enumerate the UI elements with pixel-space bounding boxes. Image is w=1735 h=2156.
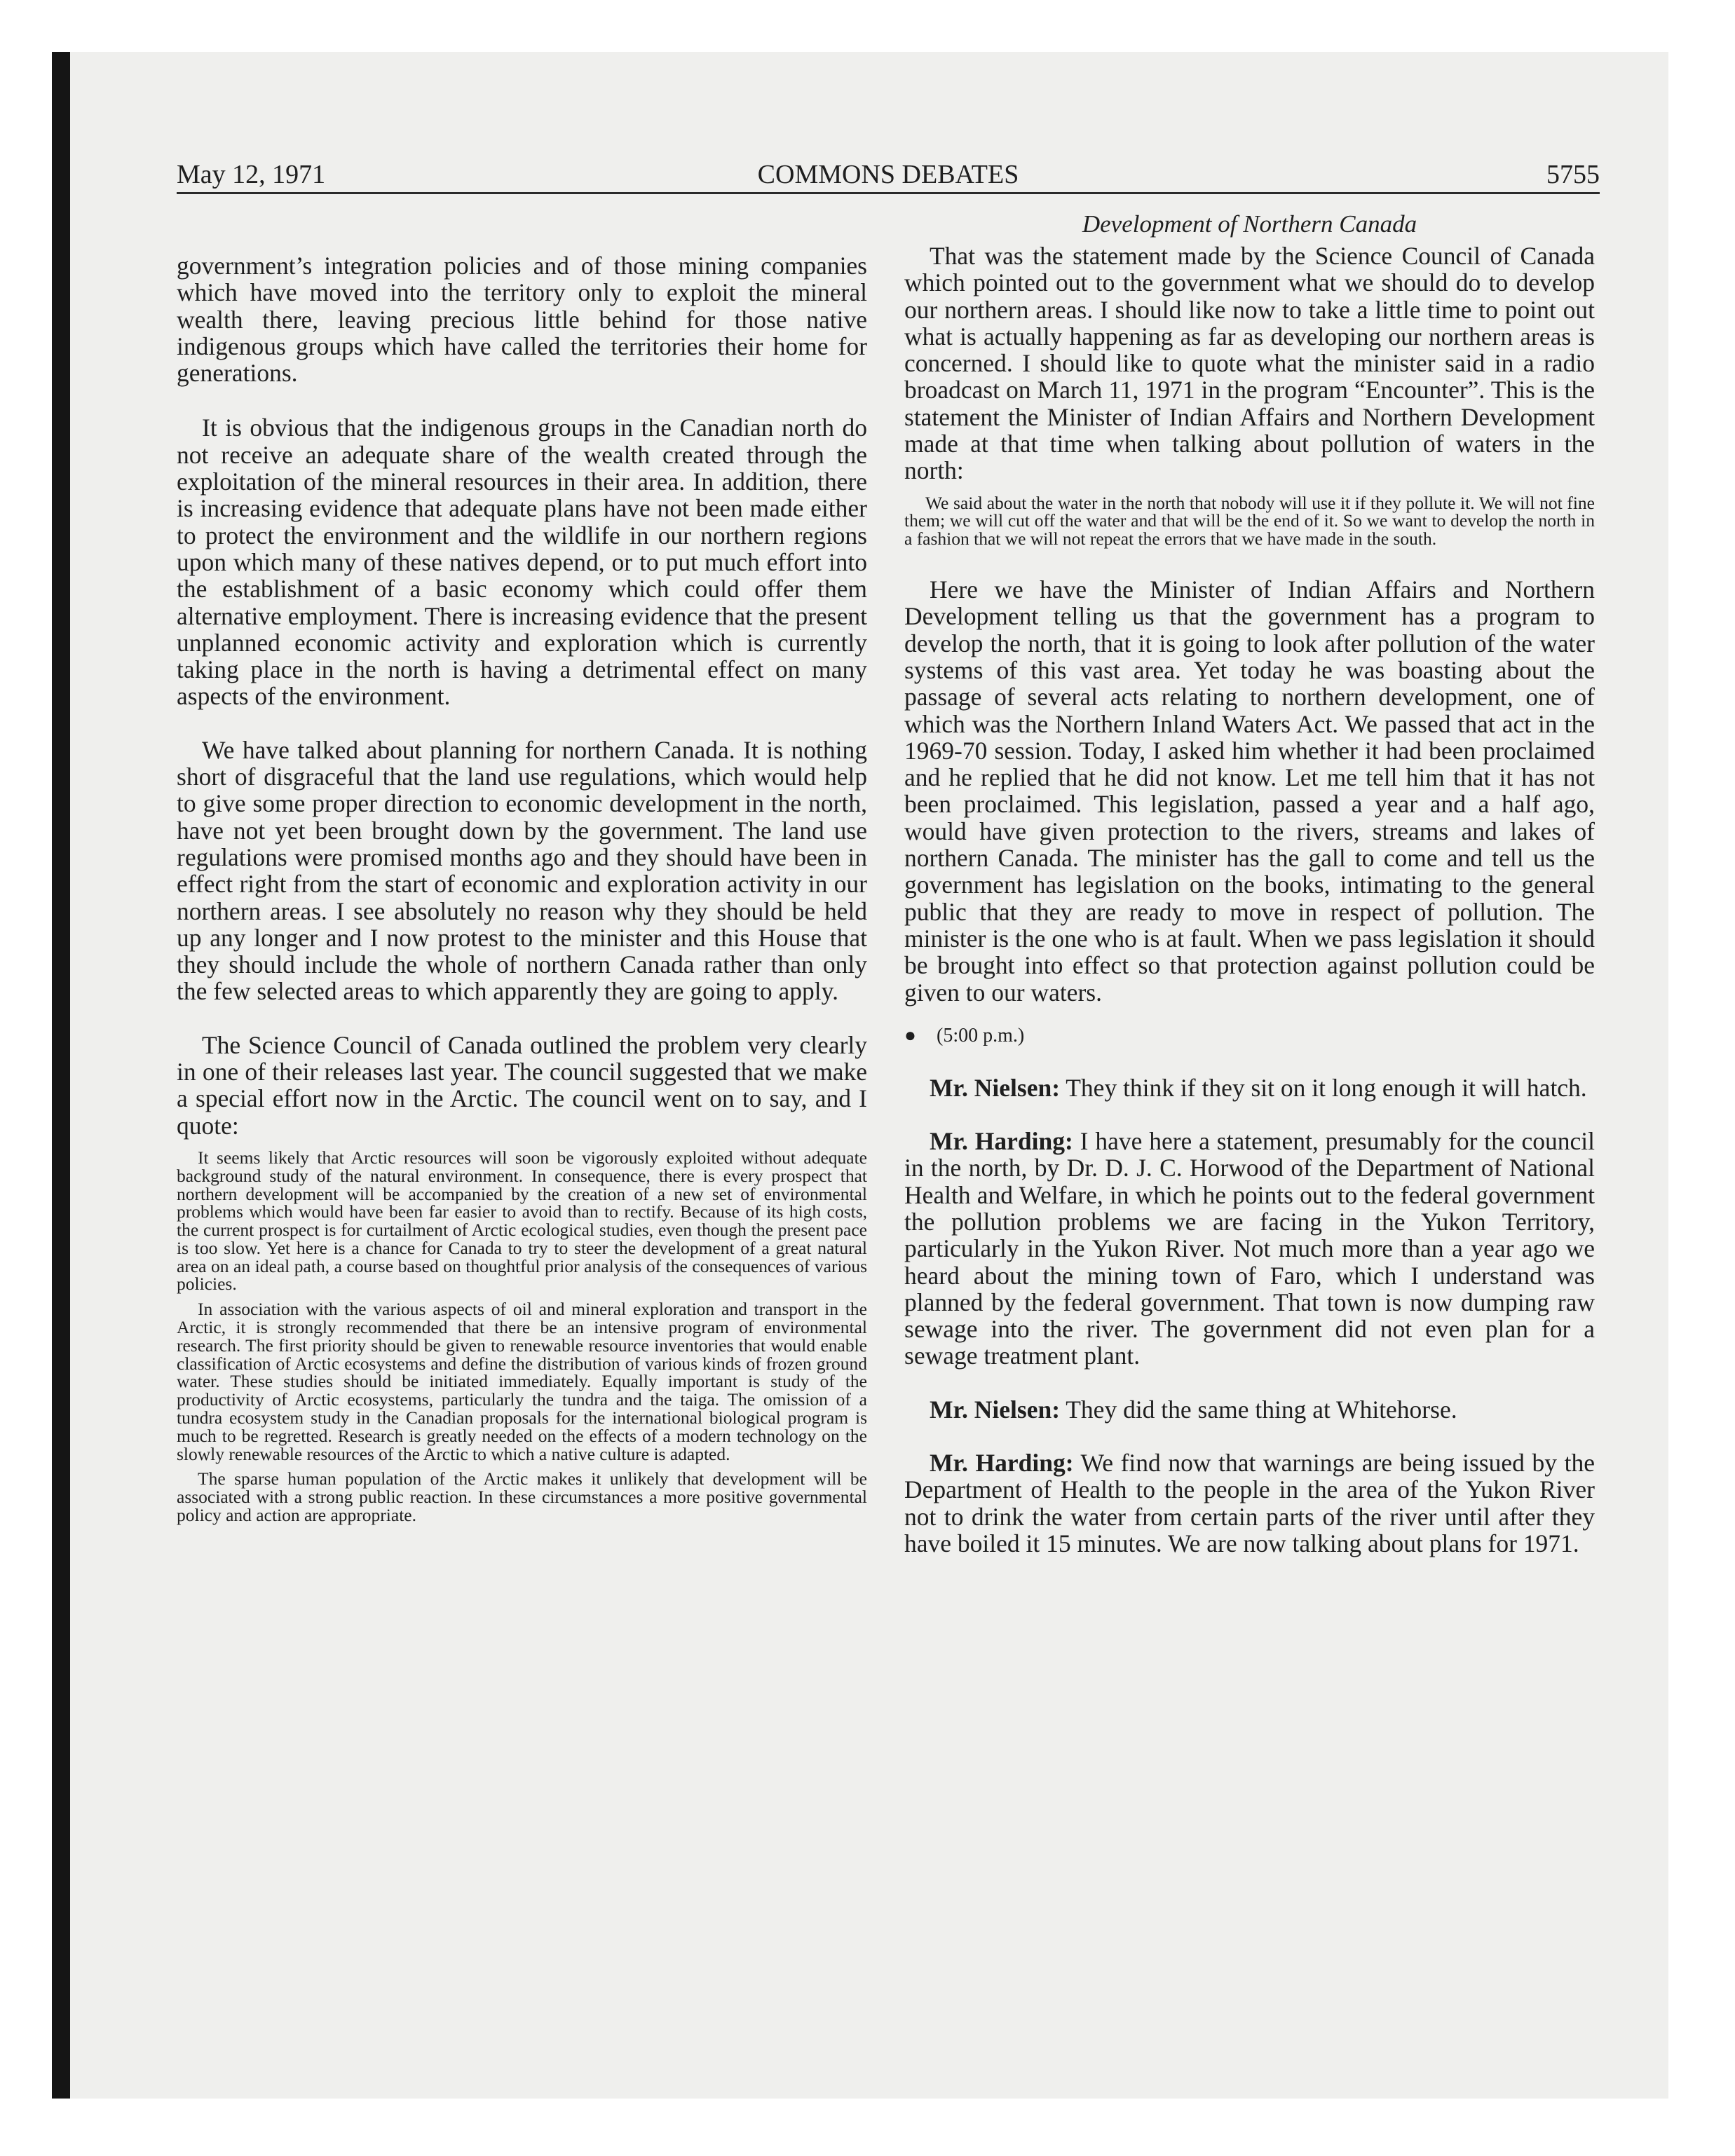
speech-text: I have here a statement, presumably for the council in the north, by Dr. D. J. C. Horwood of the Department of National Health and Welfare, in which he points out to the federal government the pollution problems we are facing in the Yukon Territory, particularly in the Yukon River. Not much more than a year ago we heard about the mining town of Faro, which I understand was planned by the federal government. That town is now dumping raw sewage into the river. The government did not even plan for a sewage treatment plant. <box>904 1127 1595 1370</box>
left-quote-2: In association with the various aspects of oil and mineral exploration and transport in the Arctic, it is strongly recommended that there be an intensive program of environmental research. The first priority should be given to renewable resource inventories that would enable classification of Arctic ecosystems and define the distribution of various kinds of frozen ground water. These studies should be initiated immediately. Equally important is study of the productivity of Arctic ecosystems, particularly the tundra and the taiga. The omission of a tundra ecosystem study in the Canadian proposals for the international biological program is much to be regretted. Research is greatly needed on the effects of a modern technology on the slowly renewable resources of the Arctic to which a native culture is adapted. <box>177 1299 867 1464</box>
header-date: May 12, 1971 <box>177 160 326 189</box>
speaker-name: Mr. Harding: <box>930 1127 1073 1156</box>
speech-harding-2 <box>904 1449 1595 1557</box>
left-column <box>177 252 867 1524</box>
speech-text: We find now that warnings are being issued by the Department of Health to the people in the area of the Yukon River not to drink the water from certain parts of the river until after they have boiled it 15 minutes. We are now talking about plans for 1971. <box>904 1449 1595 1557</box>
bullet-icon: ● <box>904 1024 916 1046</box>
speech-nielsen-2 <box>904 1396 1595 1423</box>
left-paragraph-2: It is obvious that the indigenous groups in the Canadian north do not receive an adequate share of the wealth created through the exploitation of the mineral resources in their area. In addition, there is increasing evidence that adequate plans have not been made either to protect the environment and the wildlife in our northern regions upon which many of these natives depend, or to put much effort into the establishment of a basic economy which could offer them alternative employment. There is increasing evidence that the present unplanned economic activity and exploration which is currently taking place in the north is having a detrimental effect on many aspects of the environment. <box>177 414 867 711</box>
left-quote-1: It seems likely that Arctic resources will soon be vigorously exploited without adequate background study of the natural environment. In consequence, there is every prospect that northern development will be accompanied by the creation of a new set of environmental problems which would have been far easier to avoid than to rectify. Because of its high costs, the current prospect is for curtailment of Arctic ecological studies, even though the present pace is too slow. Yet here is a chance for Canada to try to steer the development of a great natural area on an ideal path, a course based on thoughtful prior analysis of the consequences of various policies. <box>177 1147 867 1295</box>
time-marker-text: (5:00 p.m.) <box>937 1024 1025 1046</box>
right-column <box>904 210 1595 1557</box>
time-marker <box>904 1024 1595 1048</box>
left-paragraph-3: We have talked about planning for northern Canada. It is nothing short of disgraceful that the land use regulations, which would help to give some proper direction to economic development in the north, have not yet been brought down by the government. The land use regulations were promised months ago and they should have been in effect right from the start of economic and exploration activity in our northern areas. I see absolutely no reason why they should be held up any longer and I now protest to the minister and this House that they should include the whole of northern Canada rather than only the few selected areas to which apparently they are going to apply. <box>177 735 867 1006</box>
speaker-name: Mr. Nielsen: <box>930 1395 1061 1424</box>
right-quote-1: We said about the water in the north that nobody will use it if they pollute it. We will not fine them; we will cut off the water and that will be the end of it. So we want to develop the north in a fashion that we will not repeat the errors that we have made in the south. <box>904 492 1595 550</box>
left-paragraph-1: government’s integration policies and of those mining companies which have moved into the territory only to exploit the mineral wealth there, leaving precious little behind for those native indigenous groups which have called the territories their home for generations. <box>177 252 867 388</box>
speaker-name: Mr. Nielsen: <box>930 1073 1061 1102</box>
speech-text: They think if they sit on it long enough it will hatch. <box>1066 1073 1587 1102</box>
scan-binding-edge <box>52 52 70 2099</box>
speech-harding-1 <box>904 1128 1595 1370</box>
right-paragraph-1: That was the statement made by the Science Council of Canada which pointed out to the government what we should do to develop our northern areas. I should like now to take a little time to point out what is actually happening as far as developing our northern areas is concerned. I should like to quote what the minister said in a radio broadcast on March 11, 1971 in the program “Encounter”. This is the statement the Minister of Indian Affairs and Northern Development made at that time when talking about pollution of waters in the north: <box>904 242 1595 485</box>
left-quote-3: The sparse human population of the Arctic makes it unlikely that development will be associated with a strong public reaction. In these circumstances a more positive governmental policy and action are appropriate. <box>177 1468 867 1526</box>
speech-nielsen-1 <box>904 1074 1595 1101</box>
page-header <box>177 157 1600 194</box>
left-paragraph-4: The Science Council of Canada outlined the problem very clearly in one of their releases last year. The council suggested that we make a special effort now in the Arctic. The council went on to say, and I quote: <box>177 1030 867 1140</box>
right-paragraph-2: Here we have the Minister of Indian Affairs and Northern Development telling us that the government has a program to develop the north, that it is going to look after pollution of the water systems of this vast area. Yet today he was boasting about the passage of several acts relating to northern development, one of which was the Northern Inland Waters Act. We passed that act in the 1969-70 session. Today, I asked him whether it had been proclaimed and he replied that he did not know. Let me tell him that it has not been proclaimed. This legislation, passed a year and a half ago, would have given protection to the rivers, streams and lakes of northern Canada. The minister has the gall to come and tell us the government has legislation on the books, intimating to the general public that they are ready to move in respect of pollution. The minister is the one who is at fault. When we pass legislation it should be brought into effect so that protection against pollution could be given to our waters. <box>904 575 1595 1007</box>
header-page-number: 5755 <box>1546 160 1600 189</box>
speaker-name: Mr. Harding: <box>930 1449 1074 1478</box>
header-title: COMMONS DEBATES <box>757 160 1019 189</box>
section-heading: Development of Northern Canada <box>1082 210 1417 238</box>
speech-text: They did the same thing at Whitehorse. <box>1066 1395 1457 1424</box>
